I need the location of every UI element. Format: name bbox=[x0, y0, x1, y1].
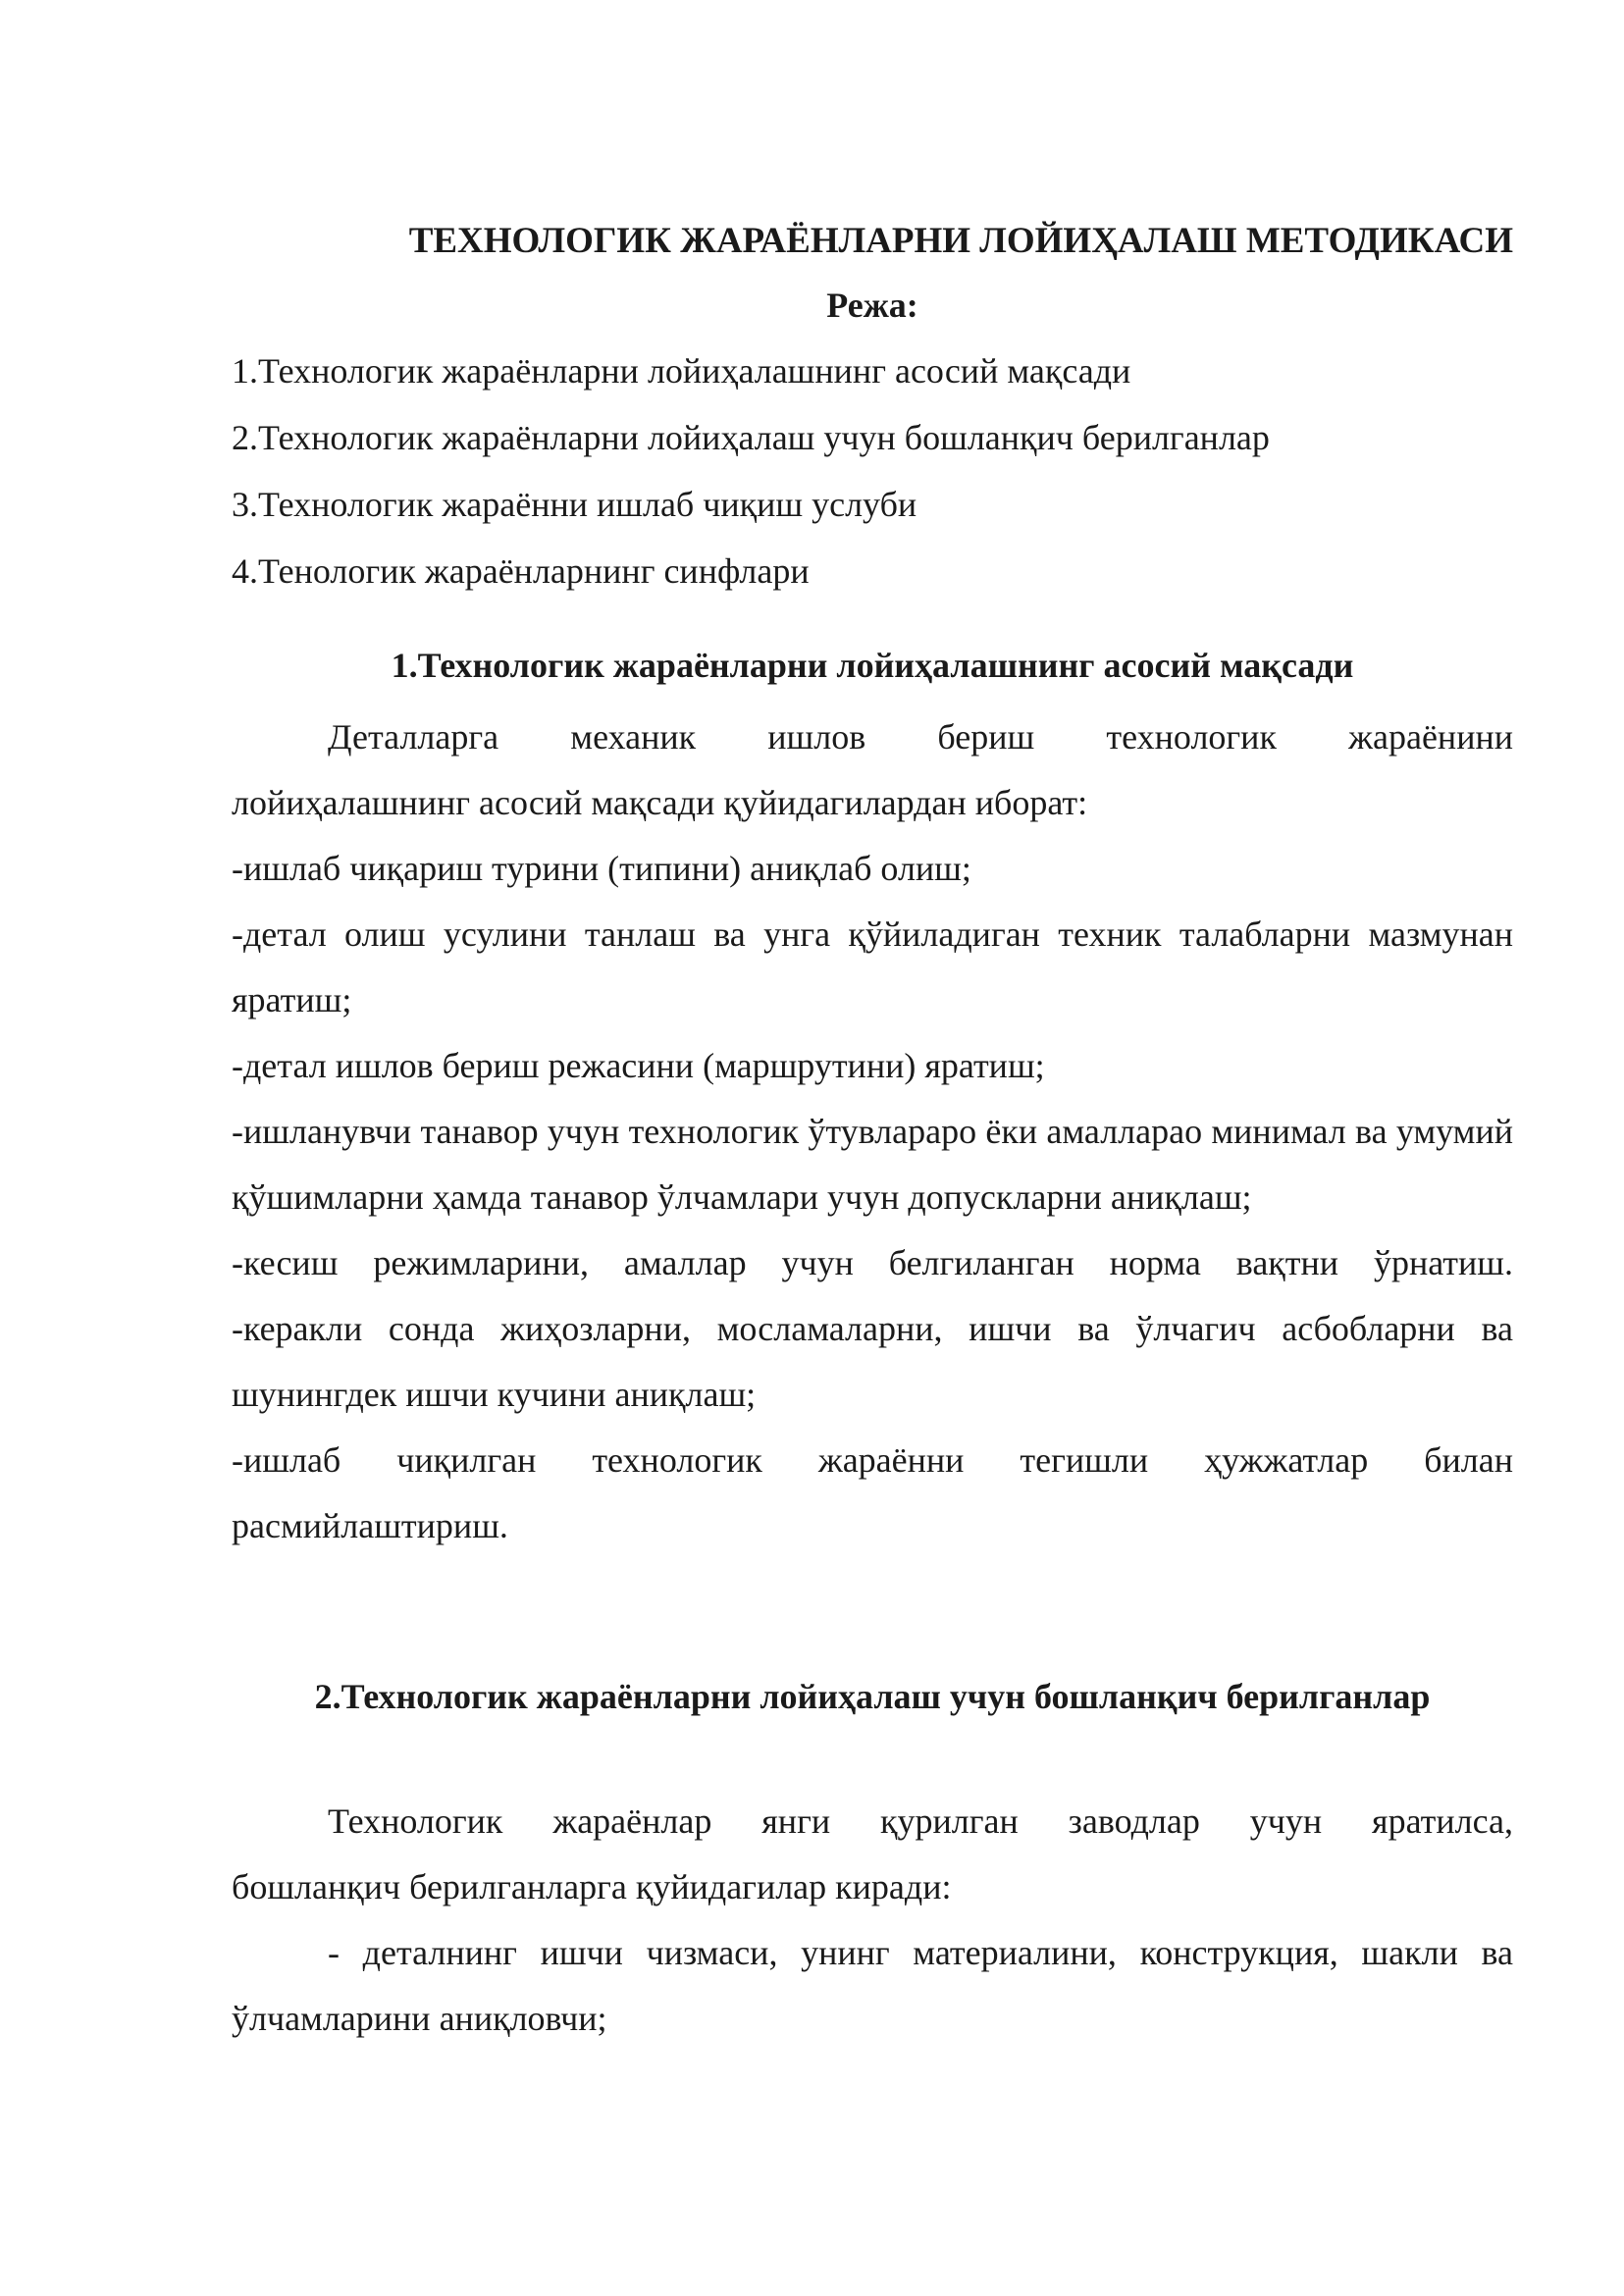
plan-heading: Режа: bbox=[826, 286, 918, 325]
section-1-heading: 1.Технологик жараёнларни лойиҳалашнинг асосий мақсади bbox=[391, 646, 1354, 685]
document-page bbox=[232, 206, 1513, 2052]
section-1-bullet: -ишлаб чиқилган технологик жараённи тегишли ҳужжатлар билан расмийлаштириш. bbox=[232, 1440, 1513, 1545]
section-2-item-line-1: - деталнинг ишчи чизмаси, унинг материалини, конструкция, шакли ва bbox=[328, 1933, 1513, 1972]
plan-list bbox=[232, 338, 1513, 604]
section-2-heading: 2.Технологик жараёнларни лойиҳалаш учун бошланқич берилганлар bbox=[314, 1677, 1431, 1716]
section-2-intro-line-2: бошланқич берилганларга қуйидагилар киради: bbox=[232, 1867, 952, 1906]
document-title: ТЕХНОЛОГИК ЖАРАЁНЛАРНИ ЛОЙИҲАЛАШ МЕТОДИКАСИ bbox=[408, 221, 1513, 261]
section-2-item-line-2: ўлчамларини аниқловчи; bbox=[232, 1999, 607, 2038]
section-1-bullet: -детал ишлов бериш режасини (маршрутини) яратиш; bbox=[232, 1046, 1045, 1085]
section-1-bullet: -кесиш режимларини, амаллар учун белгиланган норма вақтни ўрнатиш. bbox=[232, 1243, 1513, 1282]
section-1-intro-line-2: лойиҳалашнинг асосий мақсади қуйидагилардан иборат: bbox=[232, 783, 1088, 822]
section-1-bullet: -детал олиш усулини танлаш ва унга қўйиладиган техник талабларни мазмунан яратиш; bbox=[232, 914, 1513, 1019]
section-1-bullet: -ишлаб чиқариш турини (типини) аниқлаб олиш; bbox=[232, 849, 971, 888]
section-1-bullet: -керакли сонда жиҳозларни, мосламаларни, ишчи ва ўлчагич асбобларни ва шунингдек ишчи кучини аниқлаш; bbox=[232, 1309, 1513, 1414]
section-1-bullet: -ишланувчи танавор учун технологик ўтувлараро ёки амалларао минимал ва умумий қўшимларни ҳамда танавор ўлчамлари учун допускларни аниқлаш; bbox=[232, 1112, 1513, 1217]
plan-item: 4.Тенологик жараёнларнинг синфлари bbox=[232, 551, 810, 591]
section-1-intro-line-1: Деталларга механик ишлов бериш технологик жараёнини bbox=[328, 717, 1513, 757]
plan-item: 2.Технологик жараёнларни лойиҳалаш учун бошланқич берилганлар bbox=[232, 418, 1270, 457]
plan-item: 3.Технологик жараённи ишлаб чиқиш услуби bbox=[232, 485, 917, 524]
section-2-intro-line-1: Технологик жараёнлар янги қурилган заводлар учун яратилса, bbox=[328, 1801, 1513, 1841]
plan-item: 1.Технологик жараёнларни лойиҳалашнинг асосий мақсади bbox=[232, 351, 1131, 391]
